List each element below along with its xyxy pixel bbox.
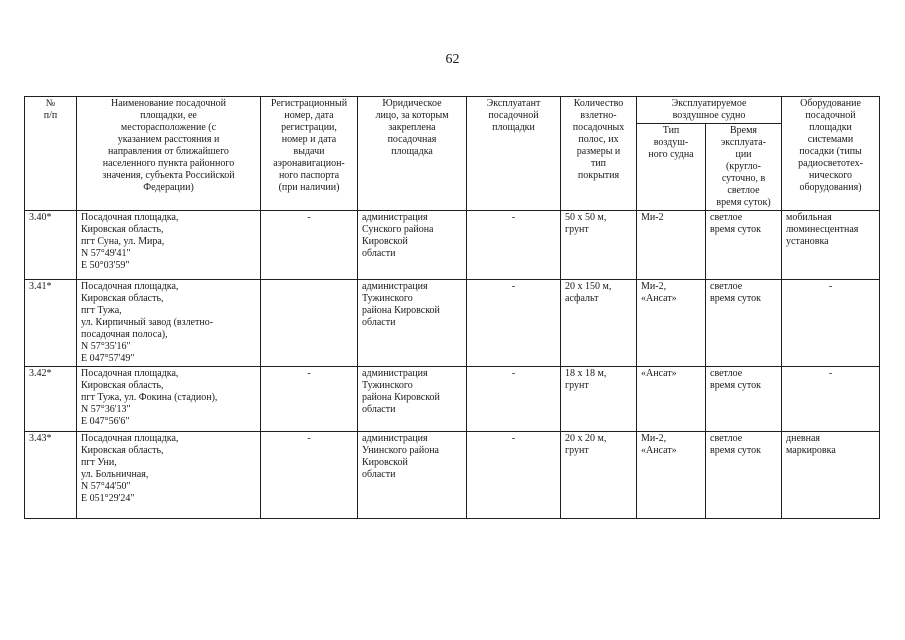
cell-operation-time: светлое время суток	[706, 367, 782, 432]
header-registration: Регистрационный номер, дата регистрации, номер и дата выдачи аэронавигацион- ного паспорта (при наличии)	[261, 97, 358, 211]
cell-legal-entity: администрация Сунского района Кировской области	[358, 211, 467, 280]
cell-aircraft-type: Ми-2	[637, 211, 706, 280]
header-operation-time: Время эксплуата- ции (кругло- суточно, в светлое время суток)	[706, 124, 782, 211]
cell-legal-entity: администрация Тужинского района Кировской области	[358, 367, 467, 432]
cell-aircraft-type: Ми-2, «Ансат»	[637, 432, 706, 519]
landing-sites-table	[24, 96, 880, 519]
cell-aircraft-type: Ми-2, «Ансат»	[637, 280, 706, 367]
table-header	[25, 97, 880, 211]
table-row	[25, 367, 880, 432]
table-row	[25, 211, 880, 280]
header-operator: Эксплуатант посадочной площадки	[467, 97, 561, 211]
cell-operation-time: светлое время суток	[706, 211, 782, 280]
cell-num: 3.42*	[25, 367, 77, 432]
cell-operator: -	[467, 211, 561, 280]
cell-operator: -	[467, 432, 561, 519]
cell-operator: -	[467, 280, 561, 367]
cell-runways: 20 x 20 м, грунт	[561, 432, 637, 519]
cell-operation-time: светлое время суток	[706, 280, 782, 367]
header-legal-entity: Юридическое лицо, за которым закреплена посадочная площадка	[358, 97, 467, 211]
cell-name: Посадочная площадка, Кировская область, пгт Тужа, ул. Фокина (стадион), N 57°36'13" E 047°56'6"	[77, 367, 261, 432]
cell-equipment: мобильная люминесцентная установка	[782, 211, 880, 280]
cell-legal-entity: администрация Унинского района Кировской области	[358, 432, 467, 519]
cell-registration	[261, 280, 358, 367]
header-aircraft-group: Эксплуатируемое воздушное судно	[637, 97, 782, 124]
cell-operation-time: светлое время суток	[706, 432, 782, 519]
cell-runways: 50 x 50 м, грунт	[561, 211, 637, 280]
cell-num: 3.40*	[25, 211, 77, 280]
cell-legal-entity: администрация Тужинского района Кировской области	[358, 280, 467, 367]
cell-equipment: дневная маркировка	[782, 432, 880, 519]
header-aircraft-type: Тип воздуш- ного судна	[637, 124, 706, 211]
table-row	[25, 432, 880, 519]
cell-registration: -	[261, 432, 358, 519]
cell-name: Посадочная площадка, Кировская область, пгт Уни, ул. Больничная, N 57°44'50" E 051°29'24"	[77, 432, 261, 519]
cell-num: 3.41*	[25, 280, 77, 367]
header-name: Наименование посадочной площадки, ее месторасположение (с указанием расстояния и направления от ближайшего населенного пункта районного значения, субъекта Российской Федерации)	[77, 97, 261, 211]
page-number: 62	[445, 52, 460, 67]
cell-equipment: -	[782, 367, 880, 432]
cell-aircraft-type: «Ансат»	[637, 367, 706, 432]
cell-registration: -	[261, 211, 358, 280]
header-num: № п/п	[25, 97, 77, 211]
cell-operator: -	[467, 367, 561, 432]
cell-runways: 18 x 18 м, грунт	[561, 367, 637, 432]
cell-num: 3.43*	[25, 432, 77, 519]
header-runways: Количество взлетно- посадочных полос, их размеры и тип покрытия	[561, 97, 637, 211]
cell-name: Посадочная площадка, Кировская область, пгт Суна, ул. Мира, N 57°49'41" E 50°03'59"	[77, 211, 261, 280]
table-row	[25, 280, 880, 367]
cell-runways: 20 x 150 м, асфальт	[561, 280, 637, 367]
cell-registration: -	[261, 367, 358, 432]
cell-equipment: -	[782, 280, 880, 367]
header-equipment: Оборудование посадочной площадки системами посадки (типы радиосветотех- нического оборудования)	[782, 97, 880, 211]
cell-name: Посадочная площадка, Кировская область, пгт Тужа, ул. Кирпичный завод (взлетно- посадочная полоса), N 57°35'16" E 047°57'49"	[77, 280, 261, 367]
